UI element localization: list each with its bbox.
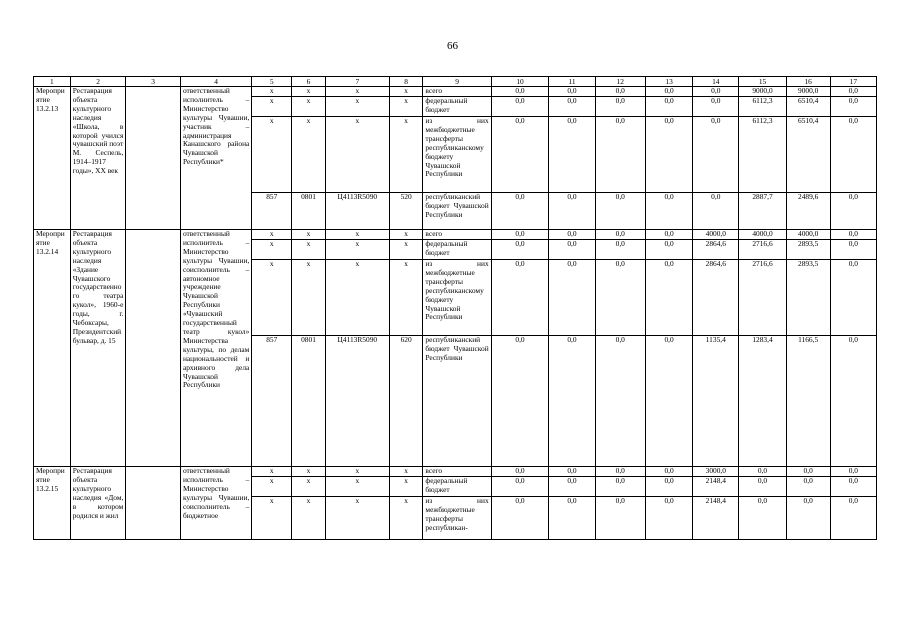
executor-cell: ответственный исполнитель – Министерство культуры Чувашии, соисполнитель – бюджетное — [180, 467, 251, 540]
empty-col-3-cell — [126, 467, 181, 540]
amount-cell-col-11: 0,0 — [549, 497, 595, 540]
amount-cell-col-14: 0,0 — [693, 87, 739, 97]
amount-cell-col-12: 0,0 — [595, 477, 645, 497]
amount-cell-col-17: 0,0 — [830, 87, 876, 97]
code-cell-c5: x — [252, 87, 292, 97]
code-cell-c7: x — [325, 260, 389, 336]
code-cell-c6: x — [292, 467, 326, 477]
amount-cell-col-10: 0,0 — [491, 97, 549, 117]
amount-cell-col-15: 4000,0 — [739, 230, 786, 240]
code-cell-c7: x — [325, 230, 389, 240]
amount-cell-col-13: 0,0 — [645, 87, 692, 97]
amount-cell-col-17: 0,0 — [830, 467, 876, 477]
amount-cell-col-13: 0,0 — [645, 97, 692, 117]
funding-source-cell: из них межбюджетные трансферты республиканскому бюджету Чувашской Республики — [423, 117, 491, 193]
code-cell-c5: 857 — [252, 193, 292, 230]
amount-cell-col-11: 0,0 — [549, 336, 595, 467]
amount-cell-col-14: 2864,6 — [693, 240, 739, 260]
column-number-3: 3 — [126, 77, 181, 87]
amount-cell-col-12: 0,0 — [595, 240, 645, 260]
amount-cell-col-10: 0,0 — [491, 336, 549, 467]
column-number-14: 14 — [693, 77, 739, 87]
measure-cell: Мероприятие 13.2.13 — [34, 87, 71, 230]
code-cell-c5: x — [252, 230, 292, 240]
empty-col-3-cell — [126, 87, 181, 230]
amount-cell-col-15: 0,0 — [739, 467, 786, 477]
amount-cell-col-14: 2864,6 — [693, 260, 739, 336]
amount-cell-col-16: 0,0 — [786, 467, 830, 477]
amount-cell-col-15: 9000,0 — [739, 87, 786, 97]
amount-cell-col-11: 0,0 — [549, 193, 595, 230]
amount-cell-col-16: 6510,4 — [786, 97, 830, 117]
column-number-11: 11 — [549, 77, 595, 87]
column-number-13: 13 — [645, 77, 692, 87]
amount-cell-col-11: 0,0 — [549, 97, 595, 117]
code-cell-c5: x — [252, 240, 292, 260]
object-cell: Реставрация объекта культурного наследия «Школа, в которой учился чувашский поэт М. Сеспель, 1914–1917 годы», XX век — [70, 87, 126, 230]
funding-source-cell: республиканский бюджет Чувашской Республики — [423, 193, 491, 230]
column-number-8: 8 — [389, 77, 423, 87]
amount-cell-col-16: 2893,5 — [786, 260, 830, 336]
code-cell-c7: x — [325, 97, 389, 117]
amount-cell-col-10: 0,0 — [491, 467, 549, 477]
code-cell-c6: x — [292, 117, 326, 193]
funding-source-cell: федеральный бюджет — [423, 477, 491, 497]
amount-cell-col-14: 1135,4 — [693, 336, 739, 467]
amount-cell-col-17: 0,0 — [830, 240, 876, 260]
code-cell-c5: x — [252, 260, 292, 336]
amount-cell-col-12: 0,0 — [595, 467, 645, 477]
code-cell-c7: Ц4113R5090 — [325, 336, 389, 467]
funding-source-cell: федеральный бюджет — [423, 97, 491, 117]
budget-table — [33, 76, 877, 540]
amount-cell-col-15: 6112,3 — [739, 117, 786, 193]
amount-cell-col-12: 0,0 — [595, 117, 645, 193]
amount-cell-col-15: 6112,3 — [739, 97, 786, 117]
amount-cell-col-15: 2716,6 — [739, 260, 786, 336]
code-cell-c7: x — [325, 467, 389, 477]
amount-cell-col-12: 0,0 — [595, 230, 645, 240]
amount-cell-col-10: 0,0 — [491, 117, 549, 193]
code-cell-c8: x — [389, 260, 423, 336]
code-cell-c8: x — [389, 97, 423, 117]
amount-cell-col-13: 0,0 — [645, 117, 692, 193]
amount-cell-col-11: 0,0 — [549, 117, 595, 193]
amount-cell-col-17: 0,0 — [830, 193, 876, 230]
column-number-16: 16 — [786, 77, 830, 87]
amount-cell-col-16: 9000,0 — [786, 87, 830, 97]
amount-cell-col-10: 0,0 — [491, 477, 549, 497]
code-cell-c8: x — [389, 87, 423, 97]
amount-cell-col-13: 0,0 — [645, 230, 692, 240]
amount-cell-col-11: 0,0 — [549, 240, 595, 260]
table-row — [34, 467, 877, 477]
amount-cell-col-15: 2887,7 — [739, 193, 786, 230]
code-cell-c5: x — [252, 477, 292, 497]
funding-source-cell: всего — [423, 467, 491, 477]
empty-col-3-cell — [126, 230, 181, 467]
code-cell-c6: x — [292, 240, 326, 260]
measure-cell: Мероприятие 13.2.14 — [34, 230, 71, 467]
amount-cell-col-17: 0,0 — [830, 260, 876, 336]
amount-cell-col-13: 0,0 — [645, 336, 692, 467]
amount-cell-col-16: 4000,0 — [786, 230, 830, 240]
funding-source-cell: федеральный бюджет — [423, 240, 491, 260]
column-number-7: 7 — [325, 77, 389, 87]
column-number-row — [34, 77, 877, 87]
amount-cell-col-14: 4000,0 — [693, 230, 739, 240]
measure-cell: Мероприятие 13.2.15 — [34, 467, 71, 540]
table-row — [34, 87, 877, 97]
column-number-6: 6 — [292, 77, 326, 87]
code-cell-c6: x — [292, 97, 326, 117]
code-cell-c8: x — [389, 467, 423, 477]
amount-cell-col-12: 0,0 — [595, 336, 645, 467]
code-cell-c7: x — [325, 240, 389, 260]
column-number-4: 4 — [180, 77, 251, 87]
amount-cell-col-11: 0,0 — [549, 260, 595, 336]
code-cell-c8: x — [389, 477, 423, 497]
executor-cell: ответственный исполнитель – Министерство культуры Чувашии, соисполнитель – автономное учреждение Чувашской Республики «Чувашский государственный театр кукол» Министерства культуры, по делам национальностей и архивного дела Чувашской Республики — [180, 230, 251, 467]
amount-cell-col-11: 0,0 — [549, 87, 595, 97]
code-cell-c5: x — [252, 467, 292, 477]
funding-source-cell: республиканский бюджет Чувашской Республики — [423, 336, 491, 467]
code-cell-c6: x — [292, 477, 326, 497]
amount-cell-col-14: 3000,0 — [693, 467, 739, 477]
amount-cell-col-10: 0,0 — [491, 193, 549, 230]
amount-cell-col-13: 0,0 — [645, 193, 692, 230]
column-number-2: 2 — [70, 77, 126, 87]
amount-cell-col-15: 1283,4 — [739, 336, 786, 467]
code-cell-c8: x — [389, 497, 423, 540]
object-cell: Реставрация объекта культурного наследия «Дом, в котором родился и жил — [70, 467, 126, 540]
amount-cell-col-17: 0,0 — [830, 336, 876, 467]
amount-cell-col-17: 0,0 — [830, 477, 876, 497]
code-cell-c6: 0801 — [292, 336, 326, 467]
amount-cell-col-17: 0,0 — [830, 117, 876, 193]
amount-cell-col-14: 2148,4 — [693, 477, 739, 497]
amount-cell-col-10: 0,0 — [491, 497, 549, 540]
column-number-12: 12 — [595, 77, 645, 87]
column-number-17: 17 — [830, 77, 876, 87]
code-cell-c6: x — [292, 497, 326, 540]
code-cell-c8: x — [389, 117, 423, 193]
amount-cell-col-13: 0,0 — [645, 240, 692, 260]
amount-cell-col-17: 0,0 — [830, 230, 876, 240]
amount-cell-col-12: 0,0 — [595, 87, 645, 97]
code-cell-c5: 857 — [252, 336, 292, 467]
amount-cell-col-16: 0,0 — [786, 497, 830, 540]
amount-cell-col-13: 0,0 — [645, 497, 692, 540]
amount-cell-col-12: 0,0 — [595, 497, 645, 540]
amount-cell-col-14: 0,0 — [693, 117, 739, 193]
table-row — [34, 230, 877, 240]
code-cell-c5: x — [252, 117, 292, 193]
code-cell-c7: x — [325, 117, 389, 193]
amount-cell-col-17: 0,0 — [830, 97, 876, 117]
amount-cell-col-12: 0,0 — [595, 260, 645, 336]
amount-cell-col-11: 0,0 — [549, 230, 595, 240]
funding-source-cell: из них межбюджетные трансферты республиканскому бюджету Чувашской Республики — [423, 260, 491, 336]
amount-cell-col-13: 0,0 — [645, 467, 692, 477]
amount-cell-col-13: 0,0 — [645, 260, 692, 336]
amount-cell-col-16: 6510,4 — [786, 117, 830, 193]
code-cell-c8: x — [389, 240, 423, 260]
amount-cell-col-10: 0,0 — [491, 87, 549, 97]
code-cell-c6: x — [292, 87, 326, 97]
code-cell-c6: x — [292, 260, 326, 336]
amount-cell-col-11: 0,0 — [549, 467, 595, 477]
object-cell: Реставрация объекта культурного наследия «Здание Чувашского государственного театра кукол», 1960-е годы, г. Чебоксары, Президентский бульвар, д. 15 — [70, 230, 126, 467]
amount-cell-col-15: 2716,6 — [739, 240, 786, 260]
amount-cell-col-10: 0,0 — [491, 240, 549, 260]
amount-cell-col-11: 0,0 — [549, 477, 595, 497]
amount-cell-col-16: 2893,5 — [786, 240, 830, 260]
page-number: 66 — [447, 40, 458, 52]
code-cell-c5: x — [252, 97, 292, 117]
amount-cell-col-14: 0,0 — [693, 193, 739, 230]
amount-cell-col-14: 2148,4 — [693, 497, 739, 540]
amount-cell-col-12: 0,0 — [595, 193, 645, 230]
code-cell-c6: x — [292, 230, 326, 240]
amount-cell-col-10: 0,0 — [491, 230, 549, 240]
amount-cell-col-15: 0,0 — [739, 477, 786, 497]
code-cell-c5: x — [252, 497, 292, 540]
column-number-5: 5 — [252, 77, 292, 87]
column-number-15: 15 — [739, 77, 786, 87]
code-cell-c7: x — [325, 497, 389, 540]
column-number-9: 9 — [423, 77, 491, 87]
funding-source-cell: всего — [423, 230, 491, 240]
code-cell-c8: 520 — [389, 193, 423, 230]
funding-source-cell: из них межбюджетные трансферты республикан- — [423, 497, 491, 540]
column-number-10: 10 — [491, 77, 549, 87]
code-cell-c7: Ц4113R5090 — [325, 193, 389, 230]
amount-cell-col-10: 0,0 — [491, 260, 549, 336]
code-cell-c6: 0801 — [292, 193, 326, 230]
executor-cell: ответственный исполнитель – Министерство культуры Чувашии, участник – администрация Канашского района Чувашской Республики* — [180, 87, 251, 230]
amount-cell-col-16: 0,0 — [786, 477, 830, 497]
amount-cell-col-17: 0,0 — [830, 497, 876, 540]
amount-cell-col-14: 0,0 — [693, 97, 739, 117]
code-cell-c8: 620 — [389, 336, 423, 467]
code-cell-c7: x — [325, 477, 389, 497]
amount-cell-col-16: 1166,5 — [786, 336, 830, 467]
code-cell-c8: x — [389, 230, 423, 240]
amount-cell-col-13: 0,0 — [645, 477, 692, 497]
amount-cell-col-12: 0,0 — [595, 97, 645, 117]
code-cell-c7: x — [325, 87, 389, 97]
amount-cell-col-15: 0,0 — [739, 497, 786, 540]
column-number-1: 1 — [34, 77, 71, 87]
amount-cell-col-16: 2489,6 — [786, 193, 830, 230]
funding-source-cell: всего — [423, 87, 491, 97]
